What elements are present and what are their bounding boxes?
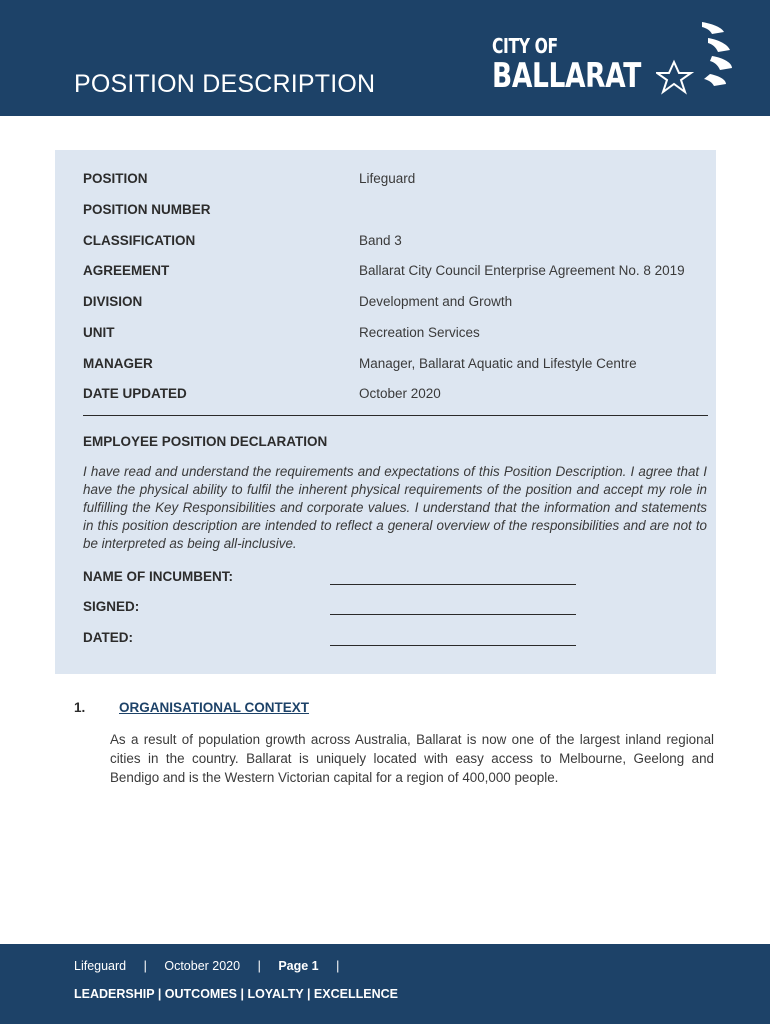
header-bar [0,0,770,116]
city-of-ballarat-logo [490,18,740,100]
section-heading: ORGANISATIONAL CONTEXT [119,700,310,715]
signature-line[interactable] [330,569,576,585]
detail-label: POSITION NUMBER [83,202,211,217]
detail-label: POSITION [83,171,148,186]
position-details-panel [55,150,716,674]
document-title: POSITION DESCRIPTION [74,70,376,98]
detail-value: Recreation Services [359,325,480,340]
footer-separator: | [336,959,340,973]
section-number: 1. [74,700,86,715]
section-divider [83,415,708,416]
signature-label: NAME OF INCUMBENT: [83,569,233,584]
section-paragraph: As a result of population growth across Australia, Ballarat is now one of the largest inland regional cities in the country. Ballarat is uniquely located with easy access to Melbourne, Geelong and Bendigo and is the Western Victorian capital for a region of 400,000 people. [110,732,714,785]
detail-label: AGREEMENT [83,263,170,278]
detail-label: UNIT [83,325,115,340]
detail-value: Lifeguard [359,171,416,186]
detail-label: DATE UPDATED [83,386,187,401]
signature-line[interactable] [330,599,576,615]
footer-values: LEADERSHIP | OUTCOMES | LOYALTY | EXCELLENCE [74,987,398,1001]
footer-separator: | [257,959,261,973]
footer-position: Lifeguard [74,959,127,973]
footer-date: October 2020 [164,959,241,973]
footer-bar [0,944,770,1024]
footer-meta [74,959,353,973]
logo-city-of-text: CITY OF [492,34,558,58]
logo-ribbon-star-icon [656,18,736,100]
detail-label: DIVISION [83,294,143,309]
logo-ballarat-text: BALLARAT [492,56,641,96]
signature-label: DATED: [83,630,133,645]
declaration-title: EMPLOYEE POSITION DECLARATION [83,434,328,449]
detail-label: MANAGER [83,356,153,371]
detail-value: Manager, Ballarat Aquatic and Lifestyle Centre [359,356,637,371]
signature-label: SIGNED: [83,599,140,614]
declaration-text: I have read and understand the requirements and expectations of this Position Description. I agree that I have the physical ability to fulfil the inherent physical requirements of the position and accept my role in fulfilling the Key Responsibilities and corporate values. I understand that the information and statements in this position description are intended to reflect a general overview of the responsibilities and are not to be interpreted as being all-inclusive. [83,464,707,551]
detail-value: Band 3 [359,233,402,248]
footer-page-number: Page 1 [278,959,319,973]
signature-line[interactable] [330,630,576,646]
detail-value: October 2020 [359,386,441,401]
footer-separator: | [143,959,147,973]
detail-value: Development and Growth [359,294,513,309]
detail-value: Ballarat City Council Enterprise Agreement No. 8 2019 [359,263,685,278]
detail-label: CLASSIFICATION [83,233,196,248]
